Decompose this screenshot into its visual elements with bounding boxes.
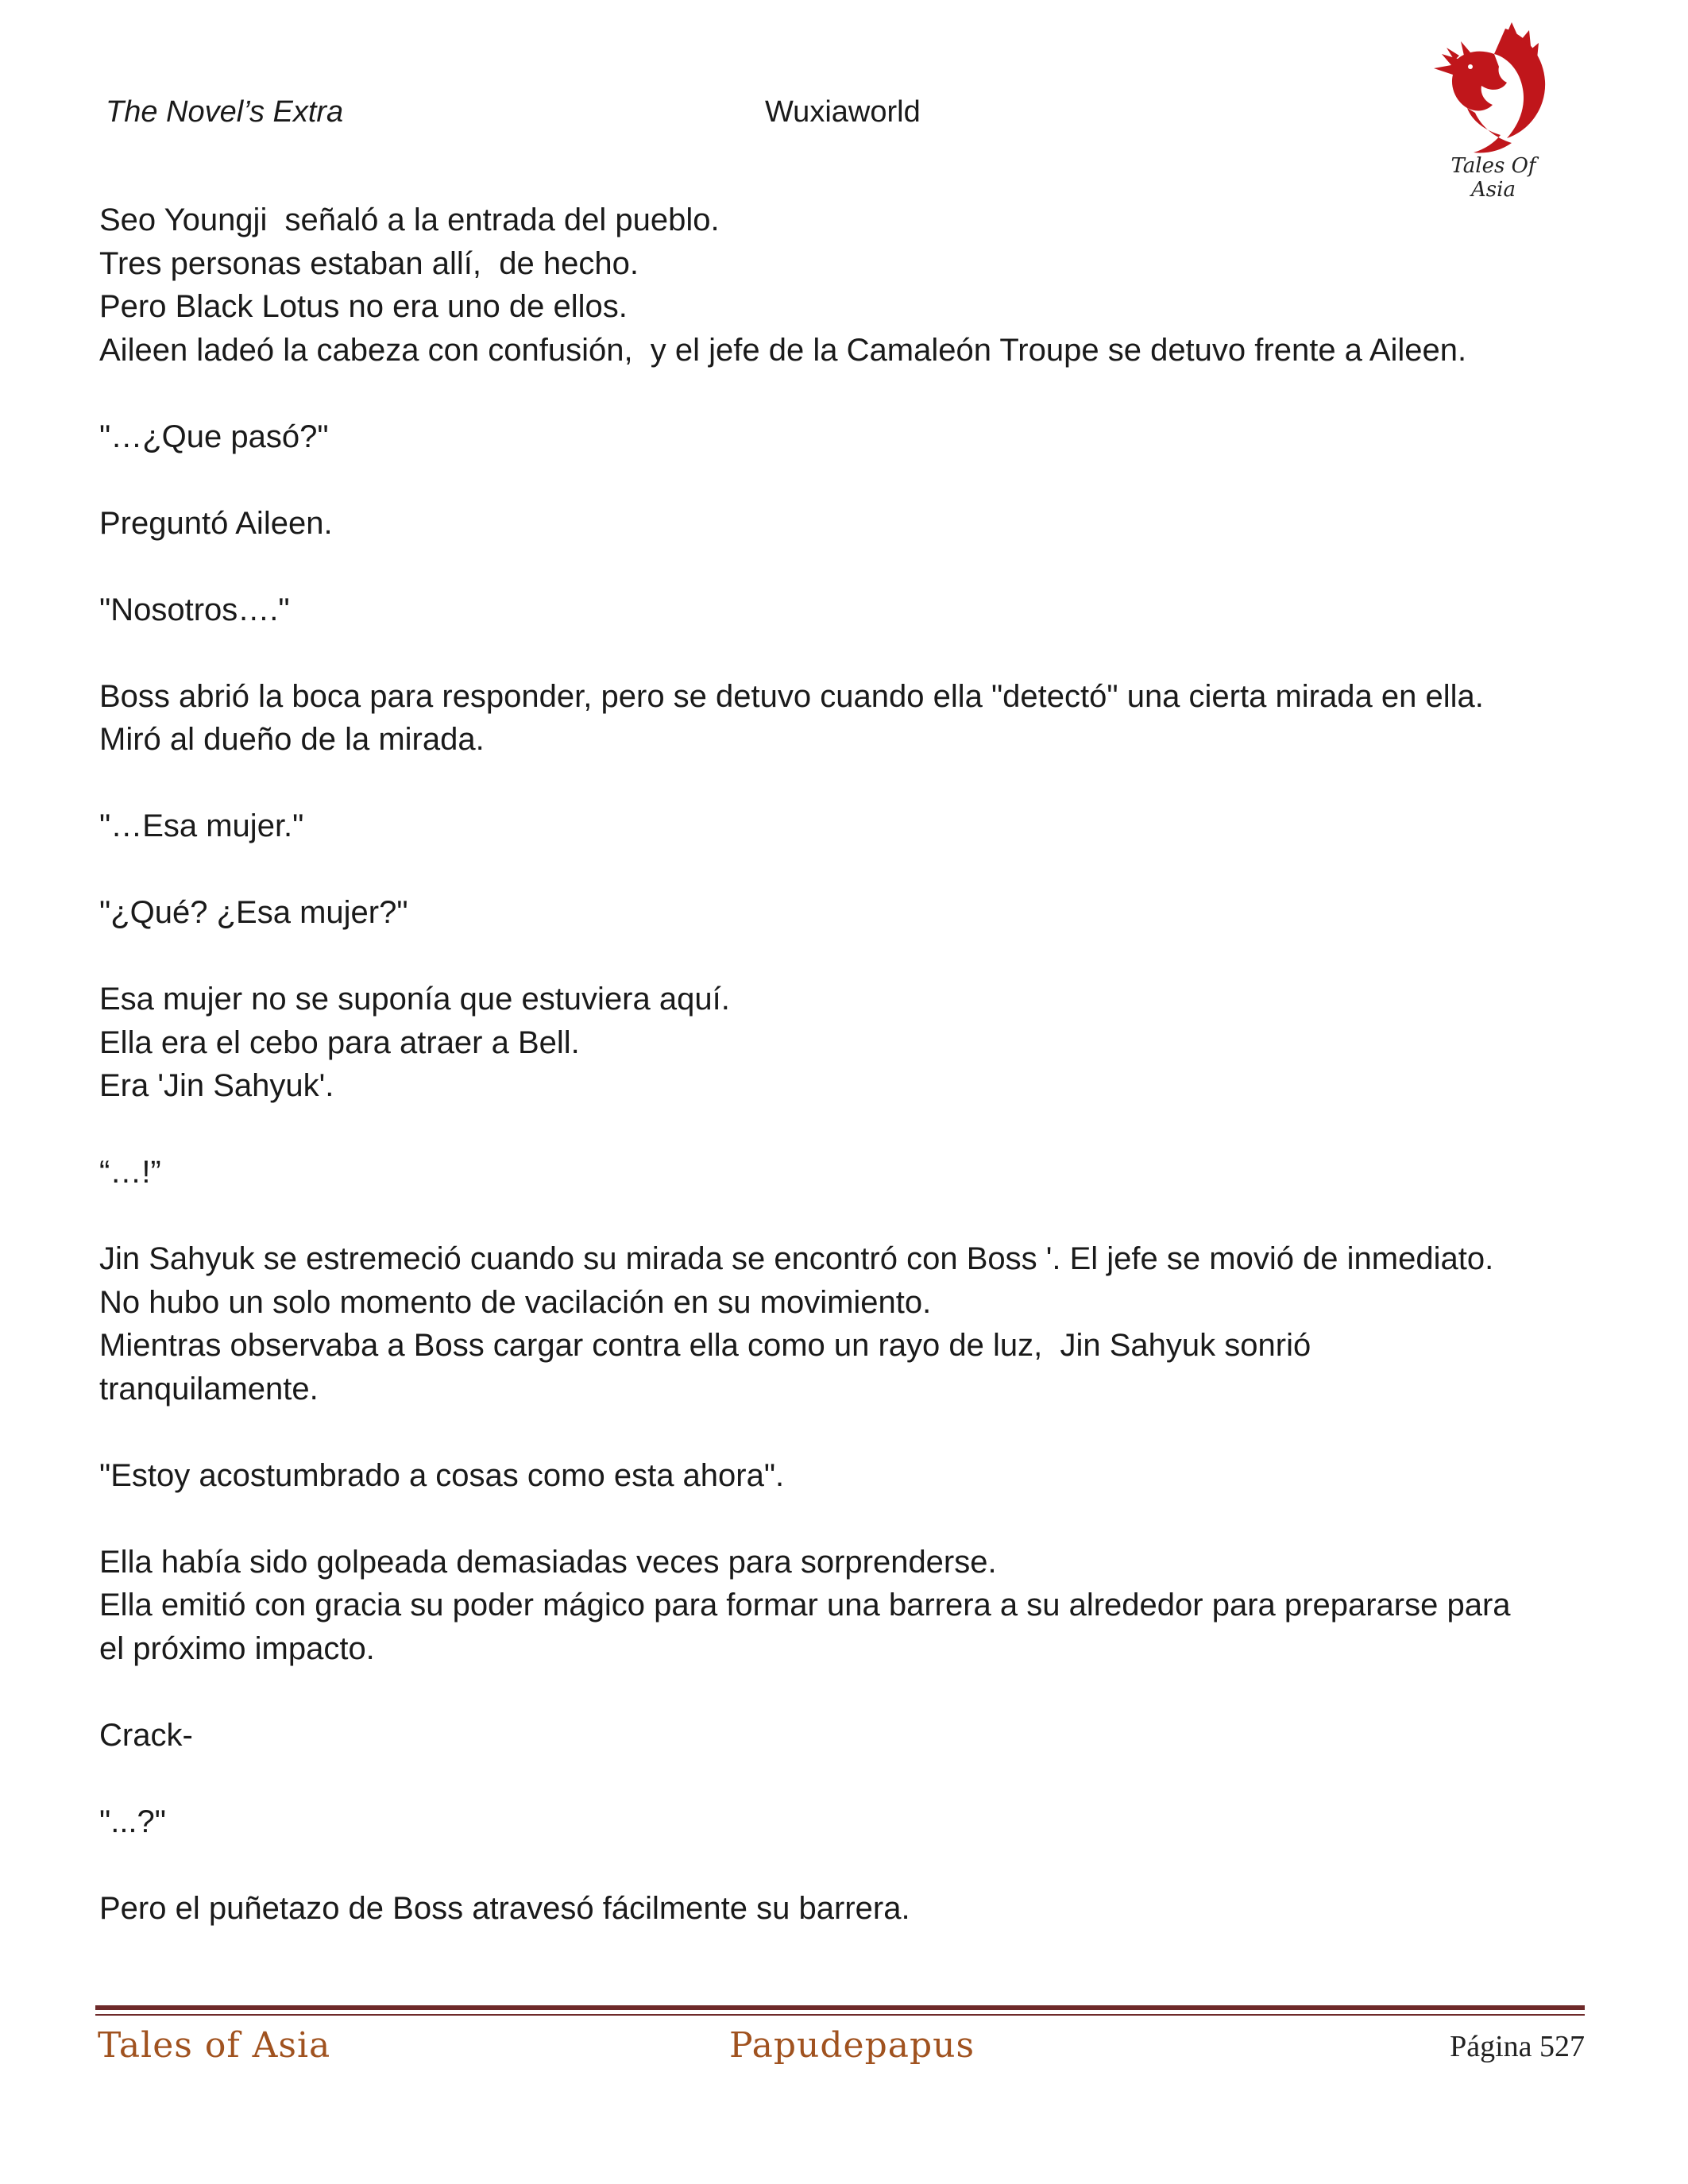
text-line: Aileen ladeó la cabeza con confusión, y el jefe de la Camaleón Troupe se detuvo frente a Aileen. <box>99 332 1467 368</box>
text-line: Ella era el cebo para atraer a Bell. <box>99 1024 580 1060</box>
header-site-name: Wuxiaworld <box>765 95 921 129</box>
chapter-body <box>99 199 1585 1930</box>
blank-line <box>99 1497 1585 1541</box>
footer-left-brand: Tales of Asia <box>98 2025 331 2066</box>
blank-line <box>99 372 1585 415</box>
text-line: Miró al dueño de la mirada. <box>99 722 485 757</box>
blank-line <box>99 1670 1585 1714</box>
footer-rule-thin <box>95 2014 1585 2016</box>
logo-caption: Tales Of Asia <box>1450 154 1536 202</box>
header-novel-title: The Novel’s Extra <box>106 95 344 129</box>
text-line: "Estoy acostumbrado a cosas como esta ahora". <box>99 1457 785 1493</box>
blank-line <box>99 1757 1585 1800</box>
text-line: Tres personas estaban allí, de hecho. <box>99 245 639 281</box>
text-line: “…!” <box>99 1155 161 1190</box>
text-line: "Nosotros…." <box>99 592 290 627</box>
footer-translator: Papudepapus <box>729 2025 975 2066</box>
text-line: Pero Black Lotus no era uno de ellos. <box>99 289 628 324</box>
dragon-logo-icon <box>1418 19 1561 162</box>
blank-line <box>99 1410 1585 1454</box>
blank-line <box>99 935 1585 978</box>
blank-line <box>99 848 1585 892</box>
text-line: Ella había sido golpeada demasiadas veces para sorprenderse. <box>99 1544 997 1580</box>
text-line: Jin Sahyuk se estremeció cuando su mirada se encontró con Boss '. El jefe se movió de inmediato. <box>99 1241 1494 1276</box>
blank-line <box>99 762 1585 805</box>
text-line: Era 'Jin Sahyuk'. <box>99 1068 334 1103</box>
text-line: No hubo un solo momento de vacilación en su movimiento. <box>99 1284 932 1320</box>
blank-line <box>99 1108 1585 1152</box>
footer-rule <box>95 2005 1585 2010</box>
blank-line <box>99 1843 1585 1887</box>
text-line: Boss abrió la boca para responder, pero se detuvo cuando ella "detectó" una cierta mirada en ella. <box>99 678 1484 714</box>
text-line: "…¿Que pasó?" <box>99 419 329 454</box>
text-line: Pero el puñetazo de Boss atravesó fácilmente su barrera. <box>99 1890 910 1926</box>
text-line: Mientras observaba a Boss cargar contra ella como un rayo de luz, Jin Sahyuk sonrió <box>99 1328 1311 1363</box>
footer-page-number: Página 527 <box>1450 2030 1585 2063</box>
text-line: Crack- <box>99 1717 193 1753</box>
text-line: "...?" <box>99 1804 166 1839</box>
text-line: Ella emitió con gracia su poder mágico para formar una barrera a su alrededor para prepararse para <box>99 1588 1511 1623</box>
text-line: "¿Qué? ¿Esa mujer?" <box>99 895 408 930</box>
blank-line <box>99 631 1585 675</box>
text-line: Seo Youngji señaló a la entrada del pueblo. <box>99 203 720 237</box>
text-line: Esa mujer no se suponía que estuviera aquí. <box>99 982 730 1017</box>
blank-line <box>99 545 1585 588</box>
text-line: el próximo impacto. <box>99 1630 375 1666</box>
tales-of-asia-logo <box>1418 19 1561 202</box>
text-line: "…Esa mujer." <box>99 808 304 843</box>
text-line: tranquilamente. <box>99 1371 319 1406</box>
text-line: Preguntó Aileen. <box>99 505 333 541</box>
blank-line <box>99 1194 1585 1238</box>
blank-line <box>99 458 1585 502</box>
